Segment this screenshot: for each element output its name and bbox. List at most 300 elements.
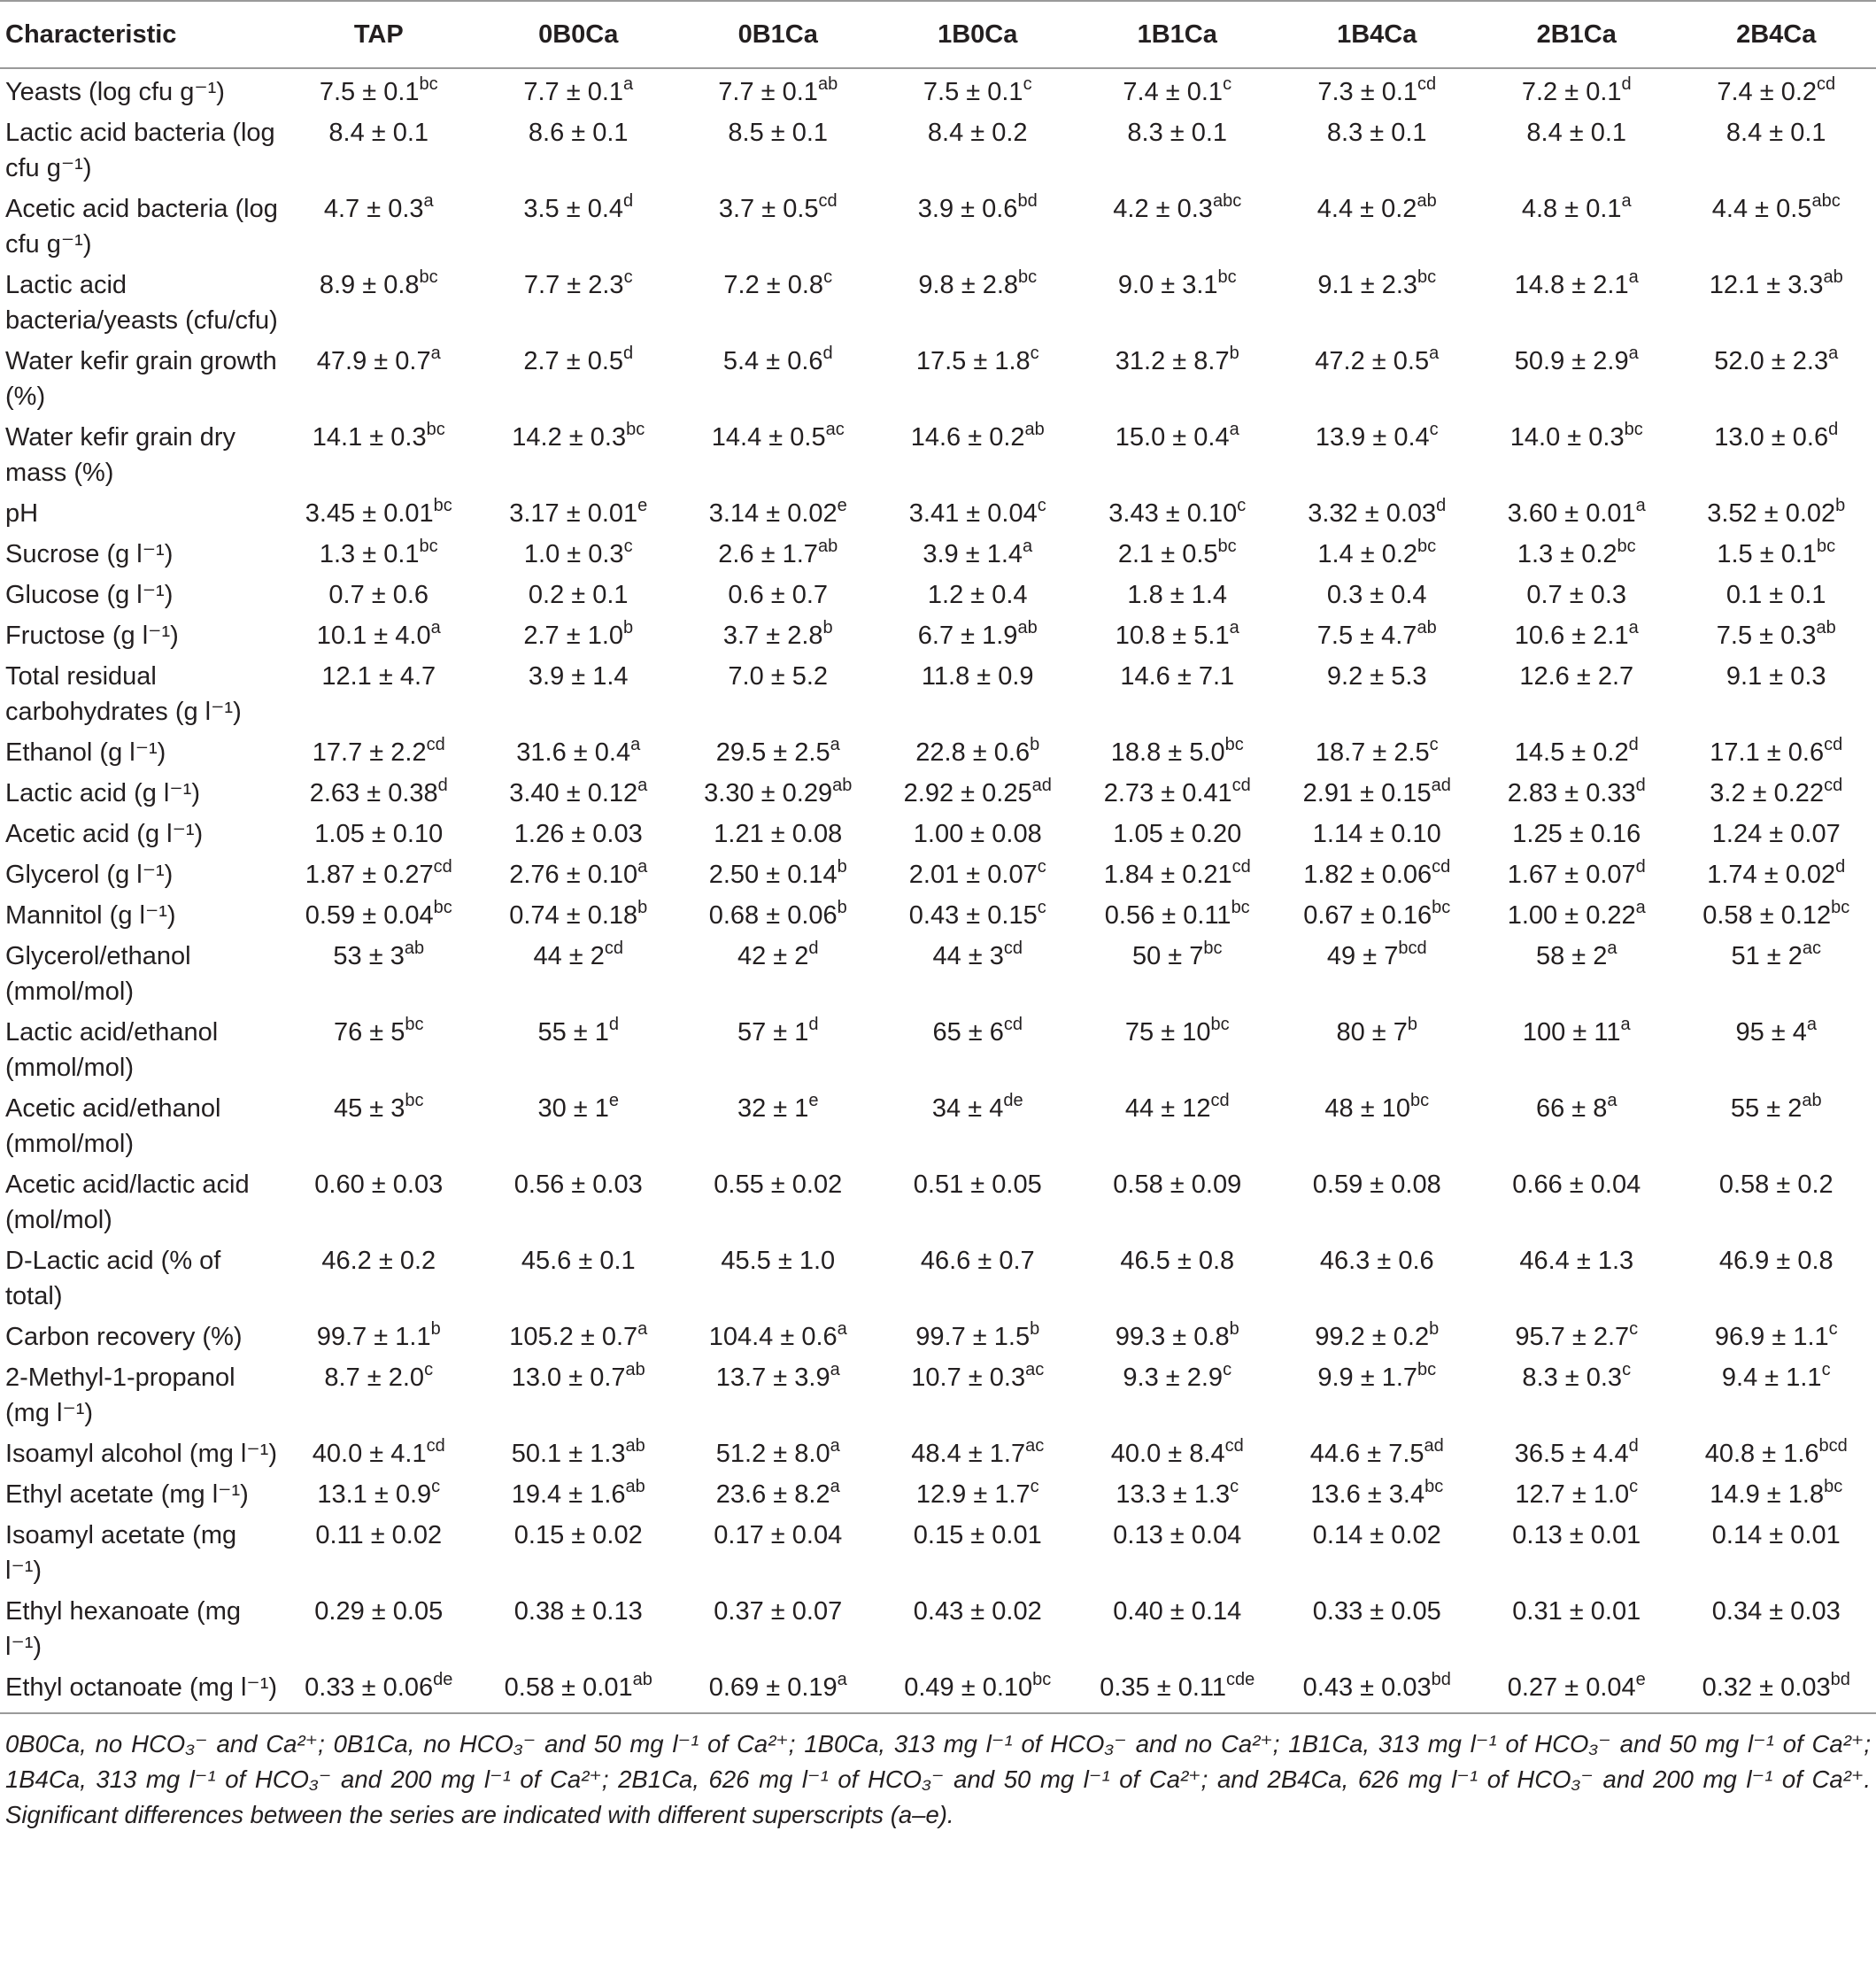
significance-superscript: b — [1429, 1319, 1440, 1339]
cell-value: 0.13 ± 0.01 — [1512, 1521, 1641, 1549]
significance-superscript: cd — [1231, 776, 1251, 795]
table-cell — [1677, 811, 1876, 852]
column-header: 0B0Ca — [479, 1, 679, 68]
table-row — [0, 262, 1876, 338]
cell-value: 23.6 ± 8.2 — [715, 1480, 830, 1509]
significance-superscript: bcd — [1398, 939, 1427, 958]
table-cell — [1677, 852, 1876, 892]
cell-value: 9.1 ± 2.3 — [1317, 271, 1418, 299]
cell-value: 8.4 ± 0.1 — [1526, 119, 1627, 147]
cell-value: 2.50 ± 0.14 — [708, 861, 838, 889]
cell-value: 14.6 ± 0.2 — [910, 423, 1025, 452]
significance-superscript: a — [1620, 1015, 1631, 1034]
table-cell — [1278, 892, 1478, 933]
table-cell — [878, 186, 1078, 262]
table-cell — [1477, 933, 1677, 1009]
cell-value: 8.6 ± 0.1 — [528, 119, 629, 147]
cell-value: 99.7 ± 1.5 — [915, 1323, 1031, 1351]
significance-superscript: e — [608, 1091, 620, 1110]
cell-value: 51 ± 2 — [1731, 942, 1803, 970]
table-cell — [878, 1472, 1078, 1512]
cell-value: 8.3 ± 0.1 — [1326, 119, 1427, 147]
cell-value: 0.38 ± 0.13 — [513, 1597, 643, 1626]
row-label: Acetic acid/lactic acid (mol/mol) — [5, 1170, 250, 1234]
table-cell — [678, 1665, 878, 1713]
table-cell — [1278, 1588, 1478, 1665]
significance-superscript: bc — [433, 496, 452, 515]
significance-superscript: c — [1821, 1360, 1831, 1379]
cell-value: 7.5 ± 4.7 — [1316, 622, 1417, 650]
significance-superscript: cd — [1817, 74, 1836, 94]
significance-superscript: bc — [1831, 898, 1850, 917]
table-cell — [1278, 770, 1478, 811]
row-label: D-Lactic acid (% of total) — [5, 1247, 221, 1310]
table-cell — [1677, 1009, 1876, 1085]
cell-value: 1.0 ± 0.3 — [523, 540, 624, 568]
table-cell — [678, 110, 878, 186]
cell-value: 47.9 ± 0.7 — [316, 347, 431, 375]
significance-superscript: bc — [433, 898, 452, 917]
table-cell — [1477, 730, 1677, 770]
table-cell — [279, 491, 479, 531]
cell-value: 14.5 ± 0.2 — [1514, 738, 1629, 767]
table-cell — [1477, 68, 1677, 110]
cell-value: 0.33 ± 0.05 — [1312, 1597, 1441, 1626]
significance-superscript: bc — [1217, 267, 1237, 287]
table-cell — [1278, 933, 1478, 1009]
cell-value: 3.43 ± 0.10 — [1108, 499, 1238, 528]
table-cell — [878, 811, 1078, 852]
table-cell — [1477, 1431, 1677, 1472]
significance-superscript: bc — [426, 420, 445, 439]
cell-value: 3.2 ± 0.22 — [1710, 779, 1825, 807]
cell-value: 0.68 ± 0.06 — [708, 901, 838, 930]
cell-value: 31.2 ± 8.7 — [1115, 347, 1230, 375]
cell-value: 12.7 ± 1.0 — [1515, 1480, 1630, 1509]
cell-value: 1.3 ± 0.1 — [319, 540, 420, 568]
table-row — [0, 892, 1876, 933]
significance-superscript: bc — [1417, 537, 1437, 556]
cell-value: 7.4 ± 0.2 — [1717, 78, 1818, 106]
significance-superscript: bc — [1409, 1091, 1430, 1110]
table-cell — [279, 1512, 479, 1588]
table-cell — [1278, 531, 1478, 572]
table-cell — [878, 1162, 1078, 1238]
cell-value: 0.7 ± 0.6 — [328, 581, 429, 609]
table-cell — [479, 1085, 679, 1162]
table-cell — [479, 1665, 679, 1713]
table-cell — [678, 852, 878, 892]
significance-superscript: c — [1037, 898, 1046, 917]
significance-superscript: a — [1635, 898, 1646, 917]
cell-value: 14.2 ± 0.3 — [512, 423, 627, 452]
cell-value: 0.66 ± 0.04 — [1512, 1170, 1641, 1199]
table-row — [0, 1431, 1876, 1472]
cell-value: 3.9 ± 0.6 — [917, 195, 1018, 223]
table-cell — [1477, 414, 1677, 491]
cell-value: 18.7 ± 2.5 — [1315, 738, 1430, 767]
table-cell — [1278, 491, 1478, 531]
cell-value: 22.8 ± 0.6 — [915, 738, 1031, 767]
table-cell — [479, 811, 679, 852]
cell-value: 2.1 ± 0.5 — [1117, 540, 1218, 568]
cell-value: 0.15 ± 0.01 — [913, 1521, 1042, 1549]
cell-value: 1.67 ± 0.07 — [1507, 861, 1636, 889]
significance-superscript: d — [1628, 1436, 1639, 1456]
table-cell — [1477, 1009, 1677, 1085]
cell-value: 3.40 ± 0.12 — [509, 779, 638, 807]
cell-value: 44 ± 12 — [1124, 1094, 1211, 1123]
cell-value: 55 ± 1 — [537, 1018, 609, 1047]
cell-value: 0.69 ± 0.19 — [708, 1673, 838, 1702]
table-cell — [479, 186, 679, 262]
significance-superscript: ab — [1823, 267, 1843, 287]
table-cell — [1677, 414, 1876, 491]
row-label: Ethyl acetate (mg l⁻¹) — [5, 1480, 249, 1509]
table-cell — [479, 730, 679, 770]
cell-value: 76 ± 5 — [333, 1018, 405, 1047]
significance-superscript: a — [830, 1477, 840, 1496]
table-cell — [279, 110, 479, 186]
table-cell — [1077, 491, 1278, 531]
table-cell — [479, 1472, 679, 1512]
table-cell — [479, 1314, 679, 1355]
table-cell — [878, 68, 1078, 110]
table-cell — [1077, 1431, 1278, 1472]
significance-superscript: ac — [1025, 1360, 1045, 1379]
table-cell — [1677, 1314, 1876, 1355]
table-cell — [678, 613, 878, 653]
cell-value: 3.30 ± 0.29 — [704, 779, 833, 807]
table-cell — [279, 613, 479, 653]
cell-value: 0.32 ± 0.03 — [1702, 1673, 1831, 1702]
cell-value: 0.49 ± 0.10 — [904, 1673, 1033, 1702]
table-cell — [1077, 1085, 1278, 1162]
table-cell — [1077, 653, 1278, 730]
cell-value: 1.82 ± 0.06 — [1303, 861, 1432, 889]
table-row — [0, 110, 1876, 186]
row-label: Isoamyl acetate (mg l⁻¹) — [5, 1521, 237, 1585]
table-cell — [678, 572, 878, 613]
cell-value: 44.6 ± 7.5 — [1309, 1440, 1424, 1468]
table-cell — [1077, 933, 1278, 1009]
header-row — [0, 1, 1876, 68]
table-cell — [1477, 1472, 1677, 1512]
table-cell — [479, 770, 679, 811]
table-cell — [1278, 1238, 1478, 1314]
cell-value: 7.7 ± 0.1 — [718, 78, 818, 106]
column-header: TAP — [279, 1, 479, 68]
significance-superscript: b — [430, 1319, 441, 1339]
significance-superscript: cd — [1224, 1436, 1244, 1456]
significance-superscript: ac — [825, 420, 845, 439]
table-cell — [1077, 531, 1278, 572]
table-cell — [1278, 1085, 1478, 1162]
table-row — [0, 1162, 1876, 1238]
table-cell — [1278, 613, 1478, 653]
significance-superscript: a — [1621, 191, 1632, 211]
table-cell — [279, 186, 479, 262]
table-cell — [878, 1588, 1078, 1665]
table-cell — [678, 653, 878, 730]
significance-superscript: ab — [1816, 618, 1836, 637]
cell-value: 1.26 ± 0.03 — [513, 820, 643, 848]
cell-value: 36.5 ± 4.4 — [1514, 1440, 1629, 1468]
significance-superscript: bc — [419, 537, 438, 556]
cell-value: 1.87 ± 0.27 — [305, 861, 434, 889]
table-row — [0, 852, 1876, 892]
table-cell — [1677, 1238, 1876, 1314]
table-cell — [678, 491, 878, 531]
significance-superscript: a — [837, 1319, 847, 1339]
table-cell — [279, 852, 479, 892]
cell-value: 0.58 ± 0.01 — [504, 1673, 633, 1702]
significance-superscript: c — [823, 267, 833, 287]
significance-superscript: cd — [1003, 939, 1023, 958]
table-row — [0, 68, 1876, 110]
cell-value: 44 ± 3 — [932, 942, 1004, 970]
table-row — [0, 1314, 1876, 1355]
significance-superscript: c — [1828, 1319, 1838, 1339]
cell-value: 8.9 ± 0.8 — [319, 271, 420, 299]
table-cell — [878, 110, 1078, 186]
significance-superscript: c — [1023, 74, 1032, 94]
table-cell — [878, 1314, 1078, 1355]
cell-value: 48.4 ± 1.7 — [911, 1440, 1026, 1468]
table-cell — [1677, 1512, 1876, 1588]
table-cell — [1077, 68, 1278, 110]
significance-superscript: c — [1622, 1360, 1632, 1379]
column-header: 2B4Ca — [1677, 1, 1876, 68]
table-cell — [678, 1588, 878, 1665]
cell-value: 8.4 ± 0.1 — [1725, 119, 1826, 147]
significance-superscript: ac — [1802, 939, 1822, 958]
significance-superscript: ab — [404, 939, 425, 958]
cell-value: 8.4 ± 0.2 — [927, 119, 1028, 147]
significance-superscript: bcd — [1818, 1436, 1848, 1456]
table-cell — [1278, 811, 1478, 852]
significance-superscript: a — [837, 1670, 847, 1689]
table-cell — [1278, 414, 1478, 491]
cell-value: 42 ± 2 — [737, 942, 809, 970]
table-cell — [678, 811, 878, 852]
table-cell — [1278, 730, 1478, 770]
significance-superscript: e — [1635, 1670, 1646, 1689]
significance-superscript: b — [837, 898, 847, 917]
significance-superscript: ab — [832, 776, 853, 795]
table-cell — [1278, 1512, 1478, 1588]
significance-superscript: ad — [1031, 776, 1052, 795]
table-cell — [678, 1238, 878, 1314]
table-cell — [878, 892, 1078, 933]
significance-superscript: ab — [1017, 618, 1038, 637]
cell-value: 0.59 ± 0.04 — [305, 901, 434, 930]
column-header: 0B1Ca — [678, 1, 878, 68]
significance-superscript: b — [623, 618, 634, 637]
table-cell — [1077, 811, 1278, 852]
table-cell — [479, 892, 679, 933]
cell-value: 10.6 ± 2.1 — [1514, 622, 1629, 650]
significance-superscript: ad — [1424, 1436, 1444, 1456]
significance-superscript: d — [1835, 857, 1846, 877]
table-cell — [1278, 1472, 1478, 1512]
table-cell — [1077, 1665, 1278, 1713]
table-cell — [1677, 933, 1876, 1009]
row-label: Lactic acid/ethanol (mmol/mol) — [5, 1018, 219, 1082]
table-row — [0, 338, 1876, 414]
table-cell — [878, 262, 1078, 338]
table-cell — [878, 933, 1078, 1009]
cell-value: 80 ± 7 — [1336, 1018, 1408, 1047]
table-cell — [1477, 572, 1677, 613]
row-label: Acetic acid bacteria (log cfu g⁻¹) — [5, 195, 278, 259]
table-cell — [1477, 770, 1677, 811]
cell-value: 0.74 ± 0.18 — [509, 901, 638, 930]
table-cell — [279, 1314, 479, 1355]
cell-value: 1.84 ± 0.21 — [1103, 861, 1232, 889]
table-cell — [1077, 852, 1278, 892]
row-label: Mannitol (g l⁻¹) — [5, 901, 176, 930]
column-header: 1B1Ca — [1077, 1, 1278, 68]
cell-value: 8.3 ± 0.1 — [1127, 119, 1228, 147]
cell-value: 1.00 ± 0.22 — [1507, 901, 1636, 930]
cell-value: 7.4 ± 0.1 — [1123, 78, 1224, 106]
cell-value: 30 ± 1 — [537, 1094, 609, 1123]
table-row — [0, 1665, 1876, 1713]
table-cell — [479, 68, 679, 110]
table-cell — [479, 531, 679, 572]
table-cell — [279, 811, 479, 852]
cell-value: 0.55 ± 0.02 — [714, 1170, 843, 1199]
cell-value: 0.43 ± 0.03 — [1302, 1673, 1432, 1702]
cell-value: 53 ± 3 — [333, 942, 405, 970]
row-label: Carbon recovery (%) — [5, 1323, 243, 1351]
cell-value: 3.9 ± 1.4 — [923, 540, 1023, 568]
significance-superscript: c — [1629, 1477, 1639, 1496]
cell-value: 2.73 ± 0.41 — [1103, 779, 1232, 807]
table-cell — [678, 770, 878, 811]
table-row — [0, 1472, 1876, 1512]
cell-value: 3.7 ± 2.8 — [722, 622, 823, 650]
cell-value: 2.7 ± 0.5 — [523, 347, 624, 375]
table-row — [0, 1355, 1876, 1431]
cell-value: 9.8 ± 2.8 — [918, 271, 1019, 299]
significance-superscript: bc — [1210, 1015, 1230, 1034]
table-cell — [878, 1512, 1078, 1588]
significance-superscript: ab — [1802, 1091, 1822, 1110]
table-cell — [279, 730, 479, 770]
significance-superscript: bc — [1824, 1477, 1843, 1496]
table-cell — [1677, 338, 1876, 414]
row-label: Ethanol (g l⁻¹) — [5, 738, 166, 767]
row-label: Lactic acid bacteria (log cfu g⁻¹) — [5, 119, 275, 182]
significance-superscript: e — [837, 496, 847, 515]
table-cell — [678, 414, 878, 491]
significance-superscript: e — [808, 1091, 819, 1110]
cell-value: 0.11 ± 0.02 — [315, 1521, 443, 1549]
significance-superscript: a — [637, 857, 648, 877]
table-cell — [479, 933, 679, 1009]
table-cell — [279, 338, 479, 414]
table-cell — [1677, 613, 1876, 653]
cell-value: 10.7 ± 0.3 — [911, 1364, 1026, 1392]
cell-value: 14.4 ± 0.5 — [711, 423, 826, 452]
cell-value: 2.01 ± 0.07 — [908, 861, 1038, 889]
table-cell — [1077, 1238, 1278, 1314]
table-body — [0, 68, 1876, 1713]
table-cell — [678, 262, 878, 338]
table-cell — [878, 1431, 1078, 1472]
cell-value: 2.83 ± 0.33 — [1507, 779, 1636, 807]
significance-superscript: cd — [1417, 74, 1437, 94]
table-cell — [479, 110, 679, 186]
table-cell — [1077, 1314, 1278, 1355]
significance-superscript: bc — [405, 1015, 424, 1034]
column-header: 2B1Ca — [1477, 1, 1677, 68]
significance-superscript: c — [1629, 1319, 1639, 1339]
significance-superscript: a — [1229, 618, 1239, 637]
cell-value: 1.2 ± 0.4 — [927, 581, 1028, 609]
cell-value: 1.74 ± 0.02 — [1707, 861, 1836, 889]
cell-value: 13.7 ± 3.9 — [715, 1364, 830, 1392]
cell-value: 0.67 ± 0.16 — [1303, 901, 1432, 930]
table-cell — [1278, 653, 1478, 730]
table-cell — [678, 730, 878, 770]
table-cell — [1477, 1162, 1677, 1238]
table-cell — [1477, 491, 1677, 531]
cell-value: 7.2 ± 0.1 — [1521, 78, 1622, 106]
significance-superscript: a — [1828, 344, 1839, 363]
significance-superscript: a — [830, 1360, 840, 1379]
cell-value: 46.5 ± 0.8 — [1120, 1247, 1235, 1275]
column-header: Characteristic — [0, 1, 279, 68]
significance-superscript: bc — [1624, 420, 1643, 439]
row-label: Glycerol (g l⁻¹) — [5, 861, 174, 889]
significance-superscript: de — [433, 1670, 453, 1689]
cell-value: 49 ± 7 — [1326, 942, 1399, 970]
cell-value: 4.8 ± 0.1 — [1521, 195, 1622, 223]
table-cell — [279, 1355, 479, 1431]
cell-value: 46.3 ± 0.6 — [1319, 1247, 1434, 1275]
table-cell — [678, 1085, 878, 1162]
significance-superscript: d — [808, 939, 819, 958]
table-cell — [878, 1238, 1078, 1314]
table-cell — [878, 730, 1078, 770]
cell-value: 13.6 ± 3.4 — [1310, 1480, 1425, 1509]
cell-value: 9.4 ± 1.1 — [1721, 1364, 1822, 1392]
cell-value: 14.0 ± 0.3 — [1509, 423, 1625, 452]
table-row — [0, 491, 1876, 531]
table-cell — [479, 613, 679, 653]
significance-superscript: b — [1229, 344, 1239, 363]
row-label: Fructose (g l⁻¹) — [5, 622, 179, 650]
cell-value: 4.4 ± 0.2 — [1316, 195, 1417, 223]
cell-value: 3.60 ± 0.01 — [1507, 499, 1636, 528]
significance-superscript: c — [623, 537, 633, 556]
cell-value: 10.8 ± 5.1 — [1115, 622, 1230, 650]
cell-value: 9.1 ± 0.3 — [1725, 662, 1826, 691]
table-cell — [279, 1588, 479, 1665]
cell-value: 0.15 ± 0.02 — [513, 1521, 643, 1549]
row-label: Water kefir grain growth (%) — [5, 347, 277, 411]
table-cell — [1477, 1085, 1677, 1162]
row-label: Glucose (g l⁻¹) — [5, 581, 174, 609]
cell-value: 40.8 ± 1.6 — [1704, 1440, 1819, 1468]
cell-value: 0.58 ± 0.2 — [1718, 1170, 1834, 1199]
cell-value: 15.0 ± 0.4 — [1115, 423, 1230, 452]
significance-superscript: d — [808, 1015, 819, 1034]
significance-superscript: ab — [1417, 618, 1437, 637]
